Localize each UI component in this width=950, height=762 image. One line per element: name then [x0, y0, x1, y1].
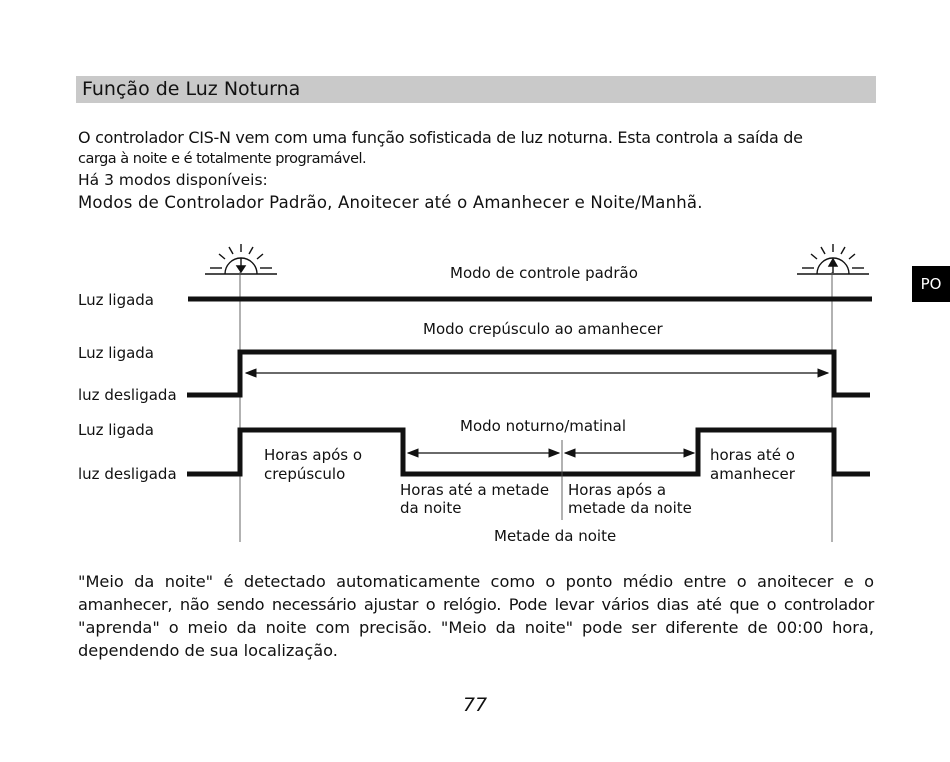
sunset-icon	[205, 244, 277, 274]
until-dawn-label-1: horas até o	[710, 446, 795, 464]
until-midnight-label-1: Horas até a metade	[400, 481, 550, 499]
standard-on-label: Luz ligada	[78, 291, 155, 309]
intro-line-4: Modos de Controlador Padrão, Anoitecer até o Amanhecer e Noite/Manhã.	[78, 193, 703, 212]
dusk-dawn-mode-title: Modo crepúsculo ao amanhecer	[423, 320, 663, 338]
dusk-dawn-on-label: Luz ligada	[78, 344, 155, 362]
standard-mode-title: Modo de controle padrão	[450, 264, 638, 282]
midnight-note-paragraph	[78, 570, 874, 662]
intro-line-3: Há 3 modos disponíveis:	[78, 171, 268, 189]
night-mode-off-label: luz desligada	[78, 465, 177, 483]
after-dusk-label-1: Horas após o	[264, 446, 363, 464]
note-line-4: dependendo de sua localização.	[78, 641, 338, 660]
language-tab[interactable]: PO	[912, 266, 950, 302]
after-dusk-label-2: crepúsculo	[264, 465, 346, 483]
dusk-dawn-off-label: luz desligada	[78, 386, 177, 404]
note-line-1: "Meio da noite" é detectado automaticamente como o ponto médio entre o anoitecer e o	[78, 572, 874, 591]
sunrise-icon	[797, 244, 869, 274]
note-line-3: "aprenda" o meio da noite com precisão. "Meio da noite" pode ser diferente de 00:00 hora,	[78, 618, 874, 637]
until-midnight-label-2: da noite	[400, 499, 462, 517]
night-mode-title: Modo noturno/matinal	[460, 417, 627, 435]
midnight-label: Metade da noite	[494, 527, 617, 545]
note-line-2: amanhecer, não sendo necessário ajustar o relógio. Pode levar vários dias até que o controlador	[78, 595, 874, 614]
page-number: 77	[462, 694, 488, 716]
intro-line-2: carga à noite e é totalmente programável.	[78, 151, 367, 167]
until-dawn-label-2: amanhecer	[710, 465, 795, 483]
after-midnight-label-2: metade da noite	[568, 499, 692, 517]
night-mode-on-label: Luz ligada	[78, 421, 155, 439]
intro-line-1: O controlador CIS-N vem com uma função sofisticada de luz noturna. Esta controla a saída de	[78, 128, 803, 147]
section-title: Função de Luz Noturna	[82, 78, 301, 100]
after-midnight-label-1: Horas após a	[568, 481, 667, 499]
